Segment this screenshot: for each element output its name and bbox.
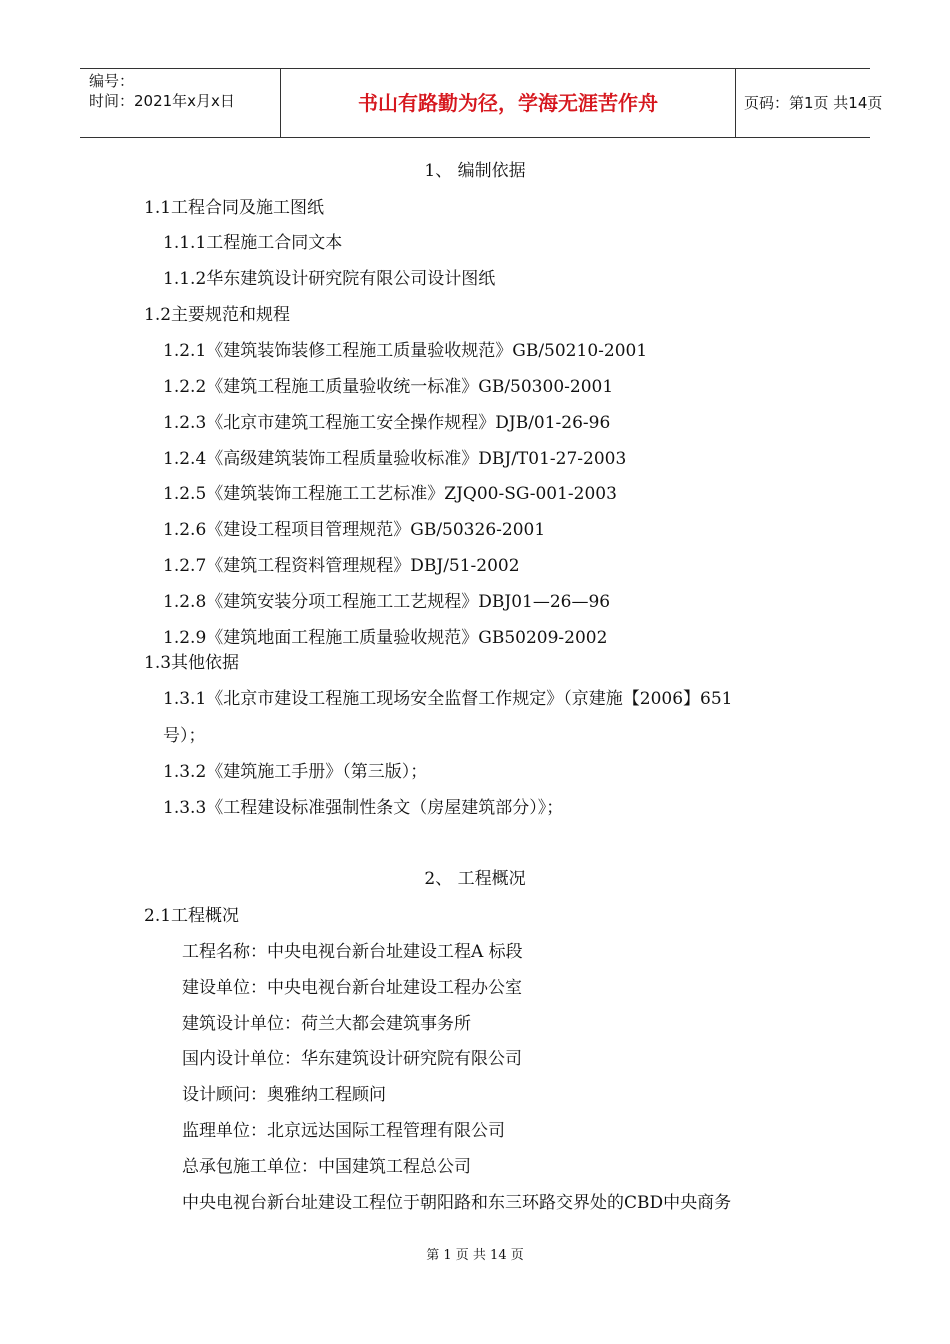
page-footer: 第 1 页 共 14 页 [426, 1248, 524, 1263]
info-line: 总承包施工单位：中国建筑工程总公司 [182, 1157, 471, 1177]
subsection-heading: 2.1工程概况 [144, 906, 240, 926]
list-item: 1.1.1工程施工合同文本 [163, 233, 343, 253]
page-header [80, 68, 883, 138]
header-page-number: 页码：第1页 共14页 [744, 94, 883, 112]
list-item: 1.3.2《建筑施工手册》（第三版）； [163, 762, 428, 782]
section-heading: 2、 工程概况 [424, 869, 526, 889]
list-item: 1.2.2《建筑工程施工质量验收统一标准》GB/50300-2001 [163, 377, 614, 397]
info-line: 国内设计单位：华东建筑设计研究院有限公司 [182, 1049, 522, 1069]
list-item: 1.1.2华东建筑设计研究院有限公司设计图纸 [163, 269, 496, 289]
list-item: 1.2.5《建筑装饰工程施工工艺标准》ZJQ00-SG-001-2003 [163, 484, 617, 504]
info-line: 监理单位：北京远达国际工程管理有限公司 [182, 1121, 505, 1141]
list-item: 1.2.1《建筑装饰装修工程施工质量验收规范》GB/50210-2001 [163, 341, 648, 361]
header-meta [80, 69, 281, 137]
list-item: 1.3.3《工程建设标准强制性条文（房屋建筑部分）》； [163, 798, 564, 818]
list-item: 1.3.1《北京市建设工程施工现场安全监督工作规定》（京建施【2006】651 [163, 689, 733, 709]
list-item: 1.2.4《高级建筑装饰工程质量验收标准》DBJ/T01-27-2003 [163, 449, 627, 469]
list-item: 1.2.3《北京市建筑工程施工安全操作规程》DJB/01-26-96 [163, 413, 611, 433]
info-line: 工程名称：中央电视台新台址建设工程A 标段 [182, 942, 523, 962]
header-motto: 书山有路勤为径，学海无涯苦作舟 [281, 69, 736, 137]
section-heading: 1、 编制依据 [424, 161, 526, 181]
list-item-continuation: 号）； [163, 726, 206, 746]
subsection-heading: 1.2主要规范和规程 [144, 305, 291, 325]
subsection-heading: 1.3其他依据 [144, 653, 240, 673]
info-line: 建筑设计单位：荷兰大都会建筑事务所 [182, 1014, 471, 1034]
info-line: 设计顾问：奥雅纳工程顾问 [182, 1085, 386, 1105]
document-time-label: 时间：2021年x月x日 [89, 92, 235, 110]
paragraph-line: 中央电视台新台址建设工程位于朝阳路和东三环路交界处的CBD中央商务 [182, 1193, 732, 1213]
info-line: 建设单位：中央电视台新台址建设工程办公室 [182, 978, 522, 998]
list-item: 1.2.9《建筑地面工程施工质量验收规范》GB50209-2002 [163, 628, 608, 648]
subsection-heading: 1.1工程合同及施工图纸 [144, 198, 325, 218]
list-item: 1.2.6《建设工程项目管理规范》GB/50326-2001 [163, 520, 546, 540]
document-number-label: 编号： [89, 72, 135, 90]
list-item: 1.2.8《建筑安装分项工程施工工艺规程》DBJ01—26—96 [163, 592, 611, 612]
list-item: 1.2.7《建筑工程资料管理规程》DBJ/51-2002 [163, 556, 520, 576]
